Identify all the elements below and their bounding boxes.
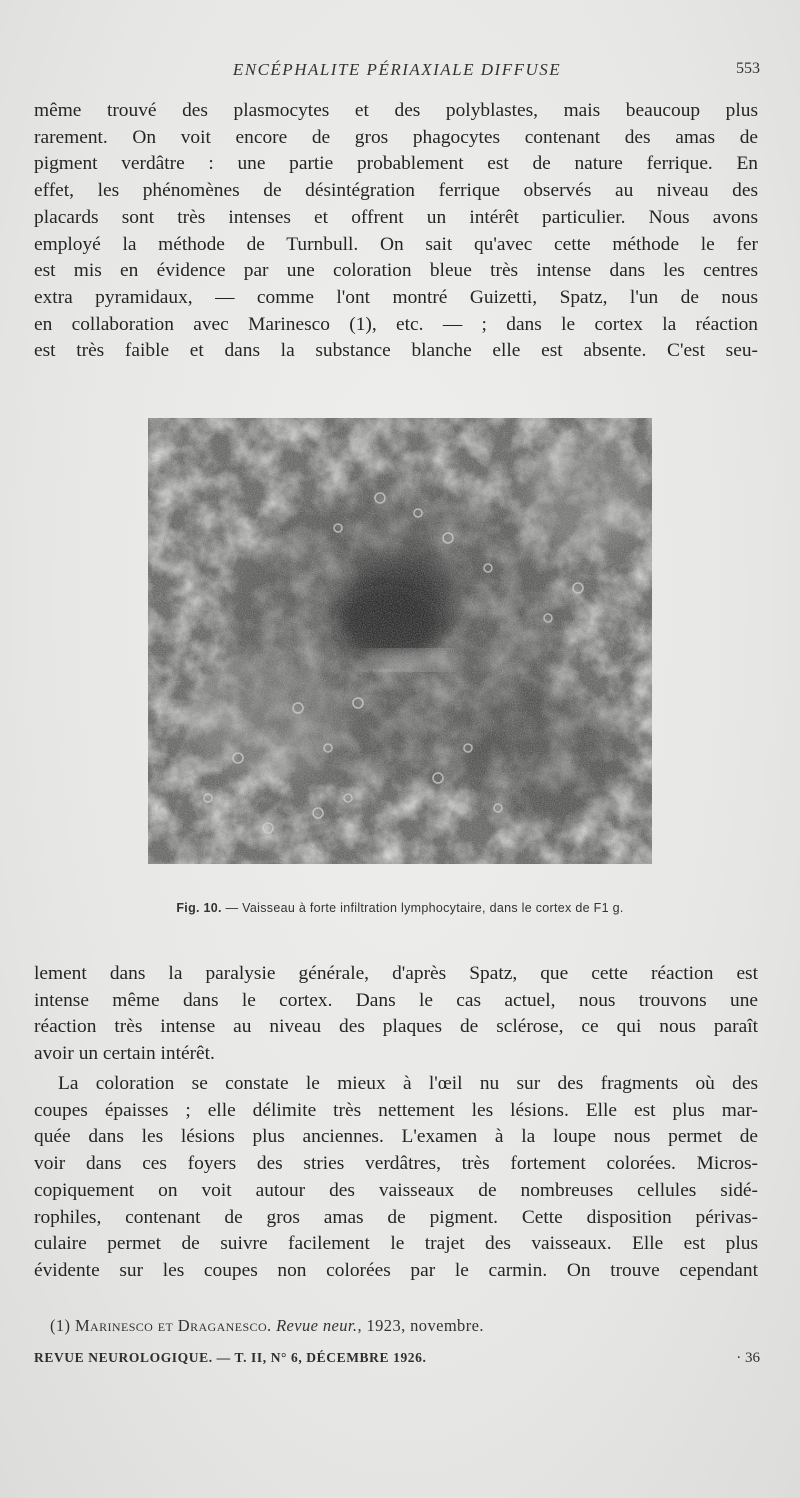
footnote-authors: Marinesco et Draganesco.: [74, 1316, 272, 1335]
footnote-number: (1): [50, 1316, 75, 1335]
text-line: avoir un certain intérêt.: [34, 1043, 215, 1065]
micrograph-image: [148, 418, 652, 864]
text-line: La coloration se constate le mieux à l'œil nu sur des fragments où des: [58, 1073, 758, 1094]
text-line: est très faible et dans la substance blanche elle est absente. C'est seu-: [34, 340, 758, 362]
text-line: quée dans les lésions plus anciennes. L'examen à la loupe nous permet de: [34, 1126, 758, 1148]
text-line: voir dans ces foyers des stries verdâtres, très fortement colorées. Micros-: [34, 1153, 758, 1175]
footnote-details: , 1923, novembre.: [357, 1316, 484, 1335]
figure-caption-text: — Vaisseau à forte infiltration lymphocytaire, dans le cortex de F1 g.: [221, 901, 624, 915]
footer-signature: · 36: [736, 1350, 760, 1366]
text-line: extra pyramidaux, — comme l'ont montré Guizetti, Spatz, l'un de nous: [34, 286, 758, 308]
text-line: lement dans la paralysie générale, d'après Spatz, que cette réaction est: [34, 963, 758, 984]
paragraph-3: [34, 1071, 758, 1285]
text-line: coupes épaisses ; elle délimite très nettement les lésions. Elle est plus mar-: [34, 1099, 758, 1121]
text-line: pigment verdâtre : une partie probablement est de nature ferrique. En: [34, 153, 758, 175]
text-line: culaire permet de suivre facilement le trajet des vaisseaux. Elle est plus: [34, 1233, 758, 1255]
text-line: est mis en évidence par une coloration bleue très intense dans les centres: [34, 260, 758, 282]
paragraph-2: [34, 961, 758, 1068]
text-line: même trouvé des plasmocytes et des polyblastes, mais beaucoup plus: [34, 100, 758, 121]
text-line: employé la méthode de Turnbull. On sait qu'avec cette méthode le fer: [34, 233, 758, 255]
page-footer: [34, 1350, 760, 1370]
text-line: copiquement on voit autour des vaisseaux de nombreuses cellules sidé-: [34, 1179, 758, 1201]
text-line: placards sont très intenses et offrent un intérêt particulier. Nous avons: [34, 206, 758, 228]
micrograph-figure: [148, 418, 652, 864]
paragraph-1: [34, 98, 758, 365]
text-line: évidente sur les coupes non colorées par le carmin. On trouve cependant: [34, 1259, 758, 1281]
text-line: en collaboration avec Marinesco (1), etc. — ; dans le cortex la réaction: [34, 313, 758, 335]
text-line: effet, les phénomènes de désintégration ferrique observés au niveau des: [34, 180, 758, 202]
running-header: [34, 60, 760, 84]
page-number: 553: [736, 60, 760, 77]
text-line: rophiles, contenant de gros amas de pigment. Cette disposition périvas-: [34, 1206, 758, 1228]
text-line: rarement. On voit encore de gros phagocytes contenant des amas de: [34, 126, 758, 148]
footer-journal-line: REVUE NEUROLOGIQUE. — T. II, N° 6, DÉCEMBRE 1926.: [34, 1350, 427, 1365]
figure-label: Fig. 10.: [176, 901, 222, 915]
figure-caption: [0, 901, 800, 915]
footnote: [50, 1316, 750, 1336]
text-line: intense même dans le cortex. Dans le cas actuel, nous trouvons une: [34, 989, 758, 1011]
running-title: ENCÉPHALITE PÉRIAXIALE DIFFUSE: [232, 60, 562, 79]
text-line: réaction très intense au niveau des plaques de sclérose, ce qui nous paraît: [34, 1016, 758, 1038]
footnote-journal: Revue neur.: [276, 1316, 358, 1335]
